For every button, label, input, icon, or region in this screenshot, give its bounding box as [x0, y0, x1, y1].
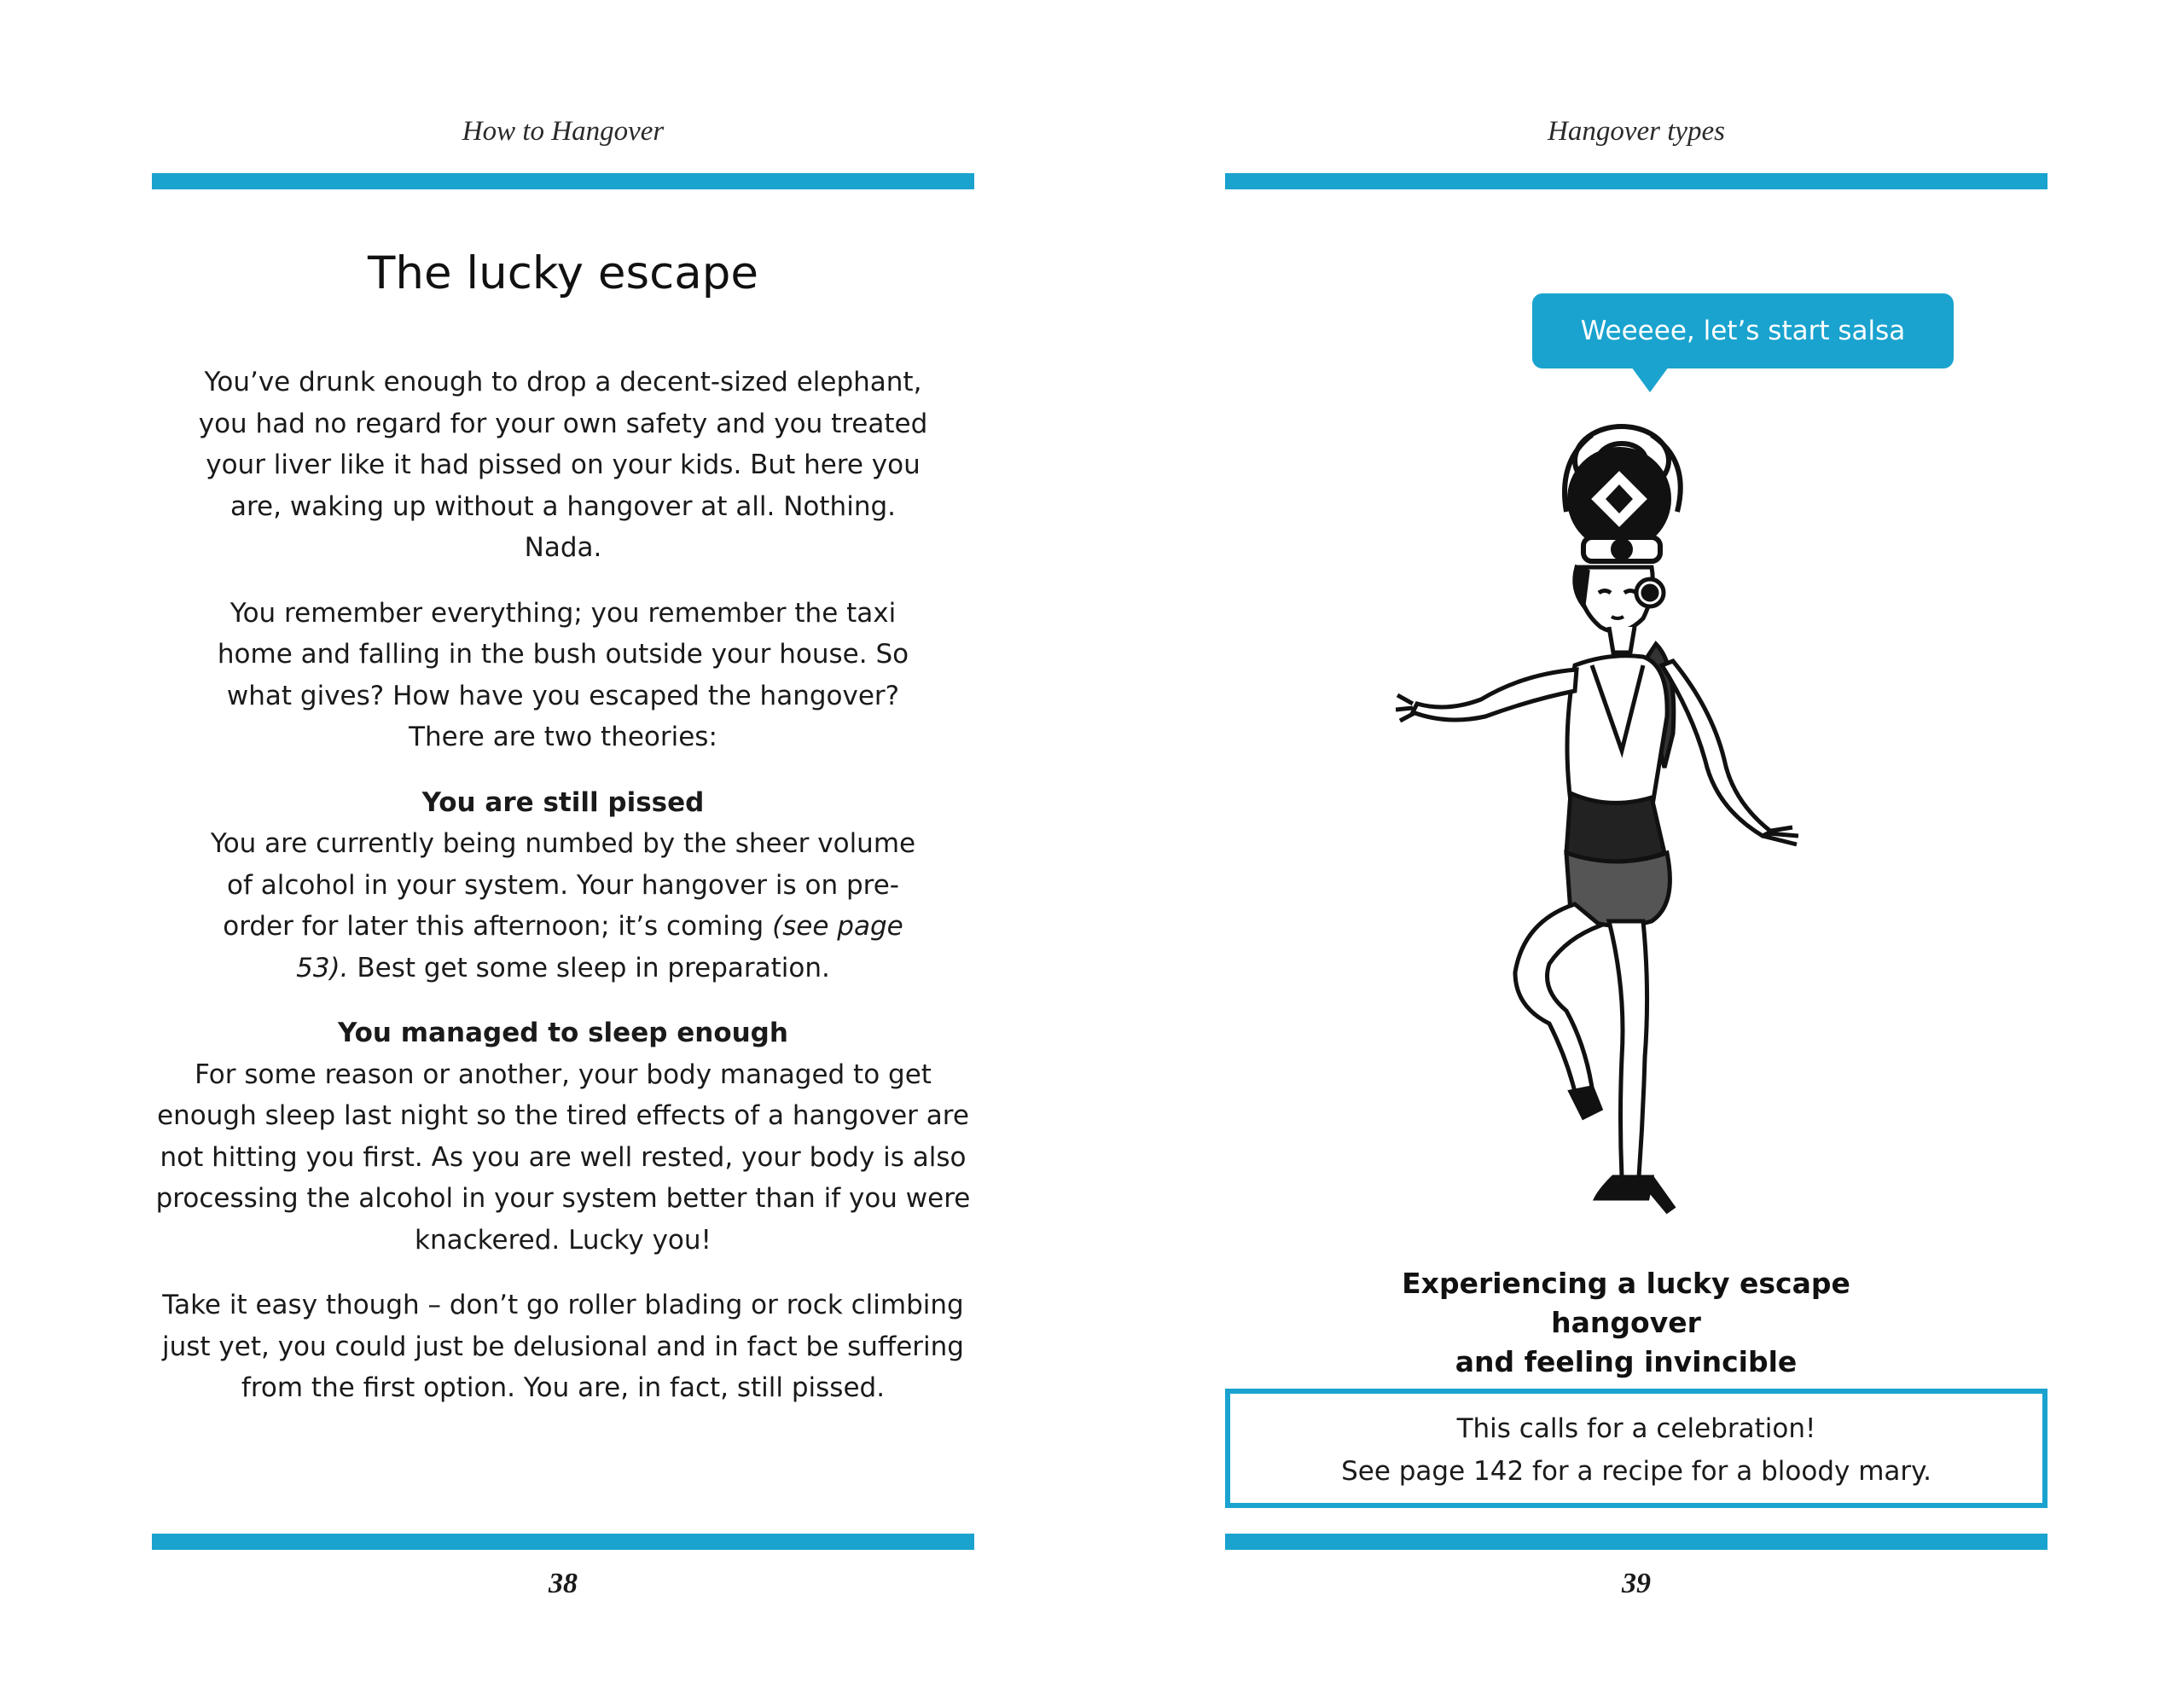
paragraph-remember: You remember everything; you remember the taxi home and falling in the bush outside your house. So what gives? How have you escaped the hangover? There are two theories:: [217, 597, 909, 752]
theory-2-text: For some reason or another, your body managed to get enough sleep last night so the tired effects of a hangover are not hitting you first. As you are well rested, your body is also processing the alcohol in your system better than if you were knackered. Lucky you!: [155, 1059, 971, 1256]
page-number-right: 39: [1622, 1568, 1651, 1599]
theory-2-heading: You managed to sleep enough: [338, 1018, 788, 1048]
left-arm: [1396, 670, 1577, 721]
caption-line-2: and feeling invincible: [1455, 1345, 1798, 1378]
paragraph-closing: Take it easy though – don’t go roller blading or rock climbing just yet, you could just be delusional and in fact be suffering from the first option. You are, in fact, still pissed.: [162, 1290, 964, 1403]
body-text: [152, 362, 974, 1433]
theory-still-pissed: [152, 782, 974, 989]
head: [1575, 567, 1664, 632]
caption-line-1: Experiencing a lucky escape hangover: [1402, 1267, 1850, 1339]
theory-1-reference: (see page 53).: [296, 911, 903, 983]
paragraph-intro: You’ve drunk enough to drop a decent-sized elephant, you had no regard for your own safety and you treated your liver like it had pissed on your kids. But here you are, waking up without a hangover at all. Nothing. Nada.: [198, 367, 928, 563]
theory-1-heading: You are still pissed: [421, 786, 705, 818]
top-rule-left: [152, 173, 974, 189]
callout-line-1: This calls for a celebration!: [1456, 1413, 1816, 1444]
callout-box: [1225, 1389, 2048, 1508]
speech-bubble: Weeeee, let’s start salsa classes!: [1532, 293, 1954, 368]
raised-leg: [1515, 904, 1600, 1117]
running-head-right: Hangover types: [1547, 116, 1726, 147]
top-rule-right: [1225, 173, 2048, 189]
page-number-left: 38: [549, 1568, 578, 1599]
left-page: [152, 0, 974, 1688]
standing-leg: [1596, 921, 1673, 1211]
right-arm: [1662, 661, 1798, 844]
page-title: The lucky escape: [368, 247, 758, 299]
bottom-rule-left: [152, 1534, 974, 1550]
theory-1-text-before: You are currently being numbed by the sheer volume of alcohol in your system. Your hangover is on pre-order for later this afternoon; it’s coming: [210, 828, 916, 942]
theory-1-text-after: Best get some sleep in preparation.: [348, 952, 830, 983]
speech-bubble-tail: [1631, 367, 1669, 392]
dancing-woman-illustration: [1396, 409, 1873, 1245]
headdress: [1565, 426, 1681, 561]
torso: [1566, 627, 1674, 861]
bottom-rule-right: [1225, 1534, 2048, 1550]
right-page: [1225, 0, 2048, 1688]
illustration-caption: [1353, 1264, 1899, 1382]
theory-slept-enough: [152, 1012, 974, 1261]
callout-line-2: See page 142 for a recipe for a bloody mary.: [1341, 1456, 1931, 1487]
running-head-left: How to Hangover: [462, 116, 665, 147]
